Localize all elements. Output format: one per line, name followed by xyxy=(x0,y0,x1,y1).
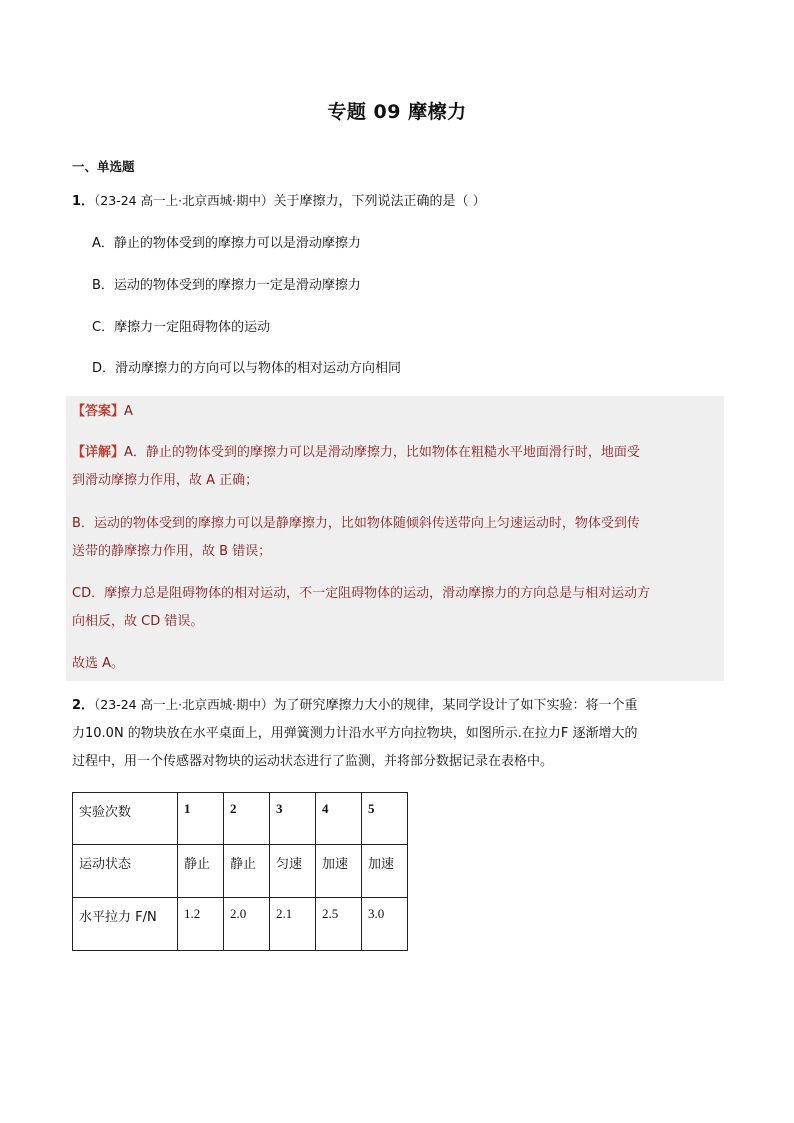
option-c: C．摩擦力一定阻碍物体的运动 xyxy=(92,320,271,335)
detail-line-1 xyxy=(72,441,640,460)
detail-line-6: 向相反，故 CD 错误。 xyxy=(72,614,204,629)
question-2 xyxy=(72,694,638,713)
table-cell: 2.0 xyxy=(224,898,270,951)
question-stem: 为了研究摩擦力大小的规律，某同学设计了如下实验：将一个重 xyxy=(273,698,638,713)
table-cell: 静止 xyxy=(224,845,270,898)
detail-line-7: 故选 A。 xyxy=(72,656,125,671)
detail-line-3: B．运动的物体受到的摩擦力可以是静摩擦力，比如物体随倾斜传送带向上匀速运动时，物体受到传 xyxy=(72,516,640,531)
question-source: （23-24 高一上·北京西城·期中） xyxy=(94,193,274,208)
detail-label: 【详解】 xyxy=(72,445,125,460)
option-b: B．运动的物体受到的摩擦力一定是滑动摩擦力 xyxy=(92,278,361,293)
question-source: （23-24 高一上·北京西城·期中） xyxy=(94,697,274,712)
question-number: 2． xyxy=(72,698,95,713)
question-1 xyxy=(72,190,486,209)
question-2-line-2: 力10.0N 的物块放在水平桌面上，用弹簧测力计沿水平方向拉物块，如图所示.在拉力F 逐渐增大的 xyxy=(72,726,638,741)
table-row xyxy=(73,845,408,898)
table-row xyxy=(73,898,408,951)
table-cell: 水平拉力 F/N xyxy=(73,898,178,951)
table-cell: 静止 xyxy=(178,845,224,898)
detail-line-4: 送带的静摩擦力作用，故 B 错误； xyxy=(72,544,272,559)
table-cell: 5 xyxy=(362,793,408,845)
option-d: D．滑动摩擦力的方向可以与物体的相对运动方向相同 xyxy=(92,361,402,376)
answer-label: 【答案】 xyxy=(72,404,125,419)
table-cell: 加速 xyxy=(316,845,362,898)
table-cell: 1 xyxy=(178,793,224,845)
table-cell: 3 xyxy=(270,793,316,845)
table-cell: 4 xyxy=(316,793,362,845)
answer-value: A xyxy=(124,404,133,419)
data-table xyxy=(72,792,408,951)
table-cell: 2.1 xyxy=(270,898,316,951)
answer-panel xyxy=(66,396,724,681)
table-cell: 加速 xyxy=(362,845,408,898)
detail-text: A．静止的物体受到的摩擦力可以是滑动摩擦力，比如物体在粗糙水平地面滑行时，地面受 xyxy=(124,445,640,460)
detail-line-5: CD．摩擦力总是阻碍物体的相对运动，不一定阻碍物体的运动，滑动摩擦力的方向总是与相对运动方 xyxy=(72,586,651,601)
table-cell: 匀速 xyxy=(270,845,316,898)
table-cell: 2.5 xyxy=(316,898,362,951)
section-heading: 一、单选题 xyxy=(72,159,135,174)
table-cell: 1.2 xyxy=(178,898,224,951)
table-cell: 实验次数 xyxy=(73,793,178,845)
page-title: 专题 09 摩檫力 xyxy=(327,101,467,123)
question-2-line-3: 过程中，用一个传感器对物块的运动状态进行了监测，并将部分数据记录在表格中。 xyxy=(72,754,554,769)
table-cell: 2 xyxy=(224,793,270,845)
answer-line xyxy=(72,400,133,419)
detail-line-2: 到滑动摩擦力作用，故 A 正确； xyxy=(72,473,259,488)
question-number: 1． xyxy=(72,194,95,209)
option-a: A．静止的物体受到的摩擦力可以是滑动摩擦力 xyxy=(92,236,361,251)
table-cell: 3.0 xyxy=(362,898,408,951)
question-stem: 关于摩擦力，下列说法正确的是（ ） xyxy=(273,194,486,209)
table-cell: 运动状态 xyxy=(73,845,178,898)
table-row xyxy=(73,793,408,845)
